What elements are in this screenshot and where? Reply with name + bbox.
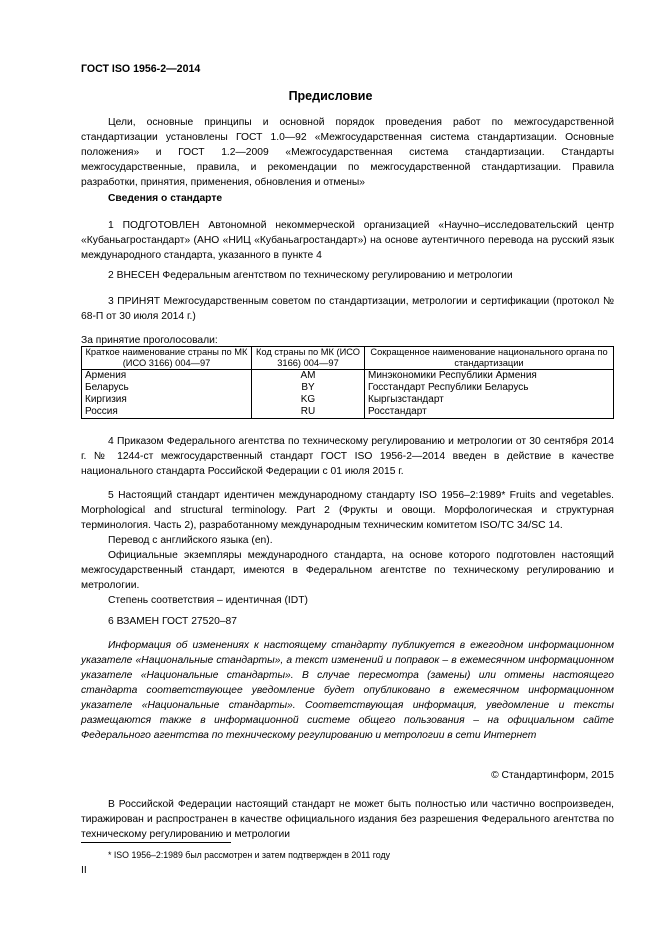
restriction-paragraph xyxy=(81,797,614,842)
country-cell: Армения xyxy=(82,370,252,383)
intro-paragraph xyxy=(81,115,614,190)
item-5-degree: Степень соответствия – идентичная (IDT) xyxy=(108,595,308,606)
item-5-language: Перевод с английского языка (en). xyxy=(108,535,273,546)
country-cell: Беларусь xyxy=(82,382,252,394)
footnote: * ISO 1956–2:1989 был рассмотрен и затем подтвержден в 2011 году xyxy=(108,850,390,860)
standards-body-cell: Минэкономики Республики Армения xyxy=(365,370,614,383)
item-2-paragraph xyxy=(81,268,614,283)
standards-body-cell: Кыргызстандарт xyxy=(365,394,614,406)
table-row xyxy=(82,370,614,383)
standards-body-cell: Росстандарт xyxy=(365,406,614,419)
table-header-code: Код страны по МК (ИСО 3166) 004—97 xyxy=(252,347,365,370)
item-1-paragraph xyxy=(81,218,614,263)
table-caption: За принятие проголосовали: xyxy=(81,335,218,346)
code-cell: RU xyxy=(252,406,365,419)
code-cell: AM xyxy=(252,370,365,383)
code-cell: BY xyxy=(252,382,365,394)
intro-text: Цели, основные принципы и основной порядок проведения работ по межгосударственной стандартизации установлены ГОСТ 1.0—92 «Межгосударственная система стандартизации. Основные положения» и ГОСТ 1.2—2009 «Межгосударственная система стандартизации. Стандарты межгосударственные, правила, и рекомендации по межгосударственной стандартизации. Правила разработки, принятия, применения, обновления и отмены» xyxy=(81,117,614,188)
item-5-copies: Официальные экземпляры международного стандарта, на основе которого подготовлен настоящий межгосударственный стандарт, имеются в Федеральном агентстве по техническому регулированию и метрологии. xyxy=(81,550,614,591)
table-header-row xyxy=(82,347,614,370)
restriction-text: В Российской Федерации настоящий стандарт не может быть полностью или частично воспроизведен, тиражирован и распространен в качестве официального издания без разрешения Федерального агентства по техническому регулированию и метрологии xyxy=(81,799,614,840)
footnote-divider xyxy=(81,842,231,843)
notice-paragraph xyxy=(81,638,614,743)
page-number: II xyxy=(81,865,87,876)
country-cell: Киргизия xyxy=(82,394,252,406)
item-3-paragraph xyxy=(81,294,614,324)
item-2-text: 2 ВНЕСЕН Федеральным агентством по техническому регулированию и метрологии xyxy=(108,270,513,281)
document-code-header: ГОСТ ISO 1956-2—2014 xyxy=(81,63,201,75)
country-cell: Россия xyxy=(82,406,252,419)
item-4-paragraph xyxy=(81,434,614,479)
info-heading: Сведения о стандарте xyxy=(108,193,223,204)
item-5-text: 5 Настоящий стандарт идентичен международному стандарту ISO 1956–2:1989* Fruits and vegetables. Morphological and structural terminology. Part 2 (Фрукты и овощи. Морфологическая и структурная терминология. Часть 2), разработанному международным техническим комитетом ISO/TC 34/SC 14. xyxy=(81,490,614,531)
item-6-text: 6 ВЗАМЕН ГОСТ 27520–87 xyxy=(108,616,238,627)
copyright-line: © Стандартинформ, 2015 xyxy=(491,770,614,781)
item-5-paragraph xyxy=(81,488,614,608)
code-cell: KG xyxy=(252,394,365,406)
page-title: Предисловие xyxy=(288,89,373,103)
item-1-text: 1 ПОДГОТОВЛЕН Автономной некоммерческой организацией «Научно–исследовательский центр «Кубаньагростандарт» (АНО «НИЦ «Кубаньагростандарт») на основе аутентичного перевода на русский язык международного стандарта, указанного в пункте 4 xyxy=(81,220,614,261)
item-3-text: 3 ПРИНЯТ Межгосударственным советом по стандартизации, метрологии и сертификации (протокол № 68-П от 30 июля 2014 г.) xyxy=(81,296,614,322)
table-header-body: Сокращенное наименование национального органа по стандартизации xyxy=(365,347,614,370)
table-row xyxy=(82,406,614,419)
notice-text: Информация об изменениях к настоящему стандарту публикуется в ежегодном информационном указателе «Национальные стандарты», а текст изменений и поправок – в ежемесячном информационном указателе «Национальные стандарты». В случае пересмотра (замены) или отмены настоящего стандарта соответствующее уведомление будет опубликовано в ежемесячном информационном указателе «Национальные стандарты». Соответствующая информация, уведомление и тексты размещаются также в информационной системе общего пользования – на официальном сайте Федерального агентства по техническому регулированию и метрологии в сети Интернет xyxy=(81,640,614,741)
table-row xyxy=(82,382,614,394)
item-4-text: 4 Приказом Федерального агентства по техническому регулированию и метрологии от 30 сентября 2014 г. № 1244-ст межгосударственный стандарт ГОСТ ISO 1956-2—2014 введен в действие в качестве национального стандарта Российской Федерации с 01 июля 2015 г. xyxy=(81,436,614,477)
item-6-paragraph xyxy=(81,614,614,629)
voting-countries-table xyxy=(81,346,614,419)
standards-body-cell: Госстандарт Республики Беларусь xyxy=(365,382,614,394)
table-header-country: Краткое наименование страны по МК (ИСО 3166) 004—97 xyxy=(82,347,252,370)
table-row xyxy=(82,394,614,406)
